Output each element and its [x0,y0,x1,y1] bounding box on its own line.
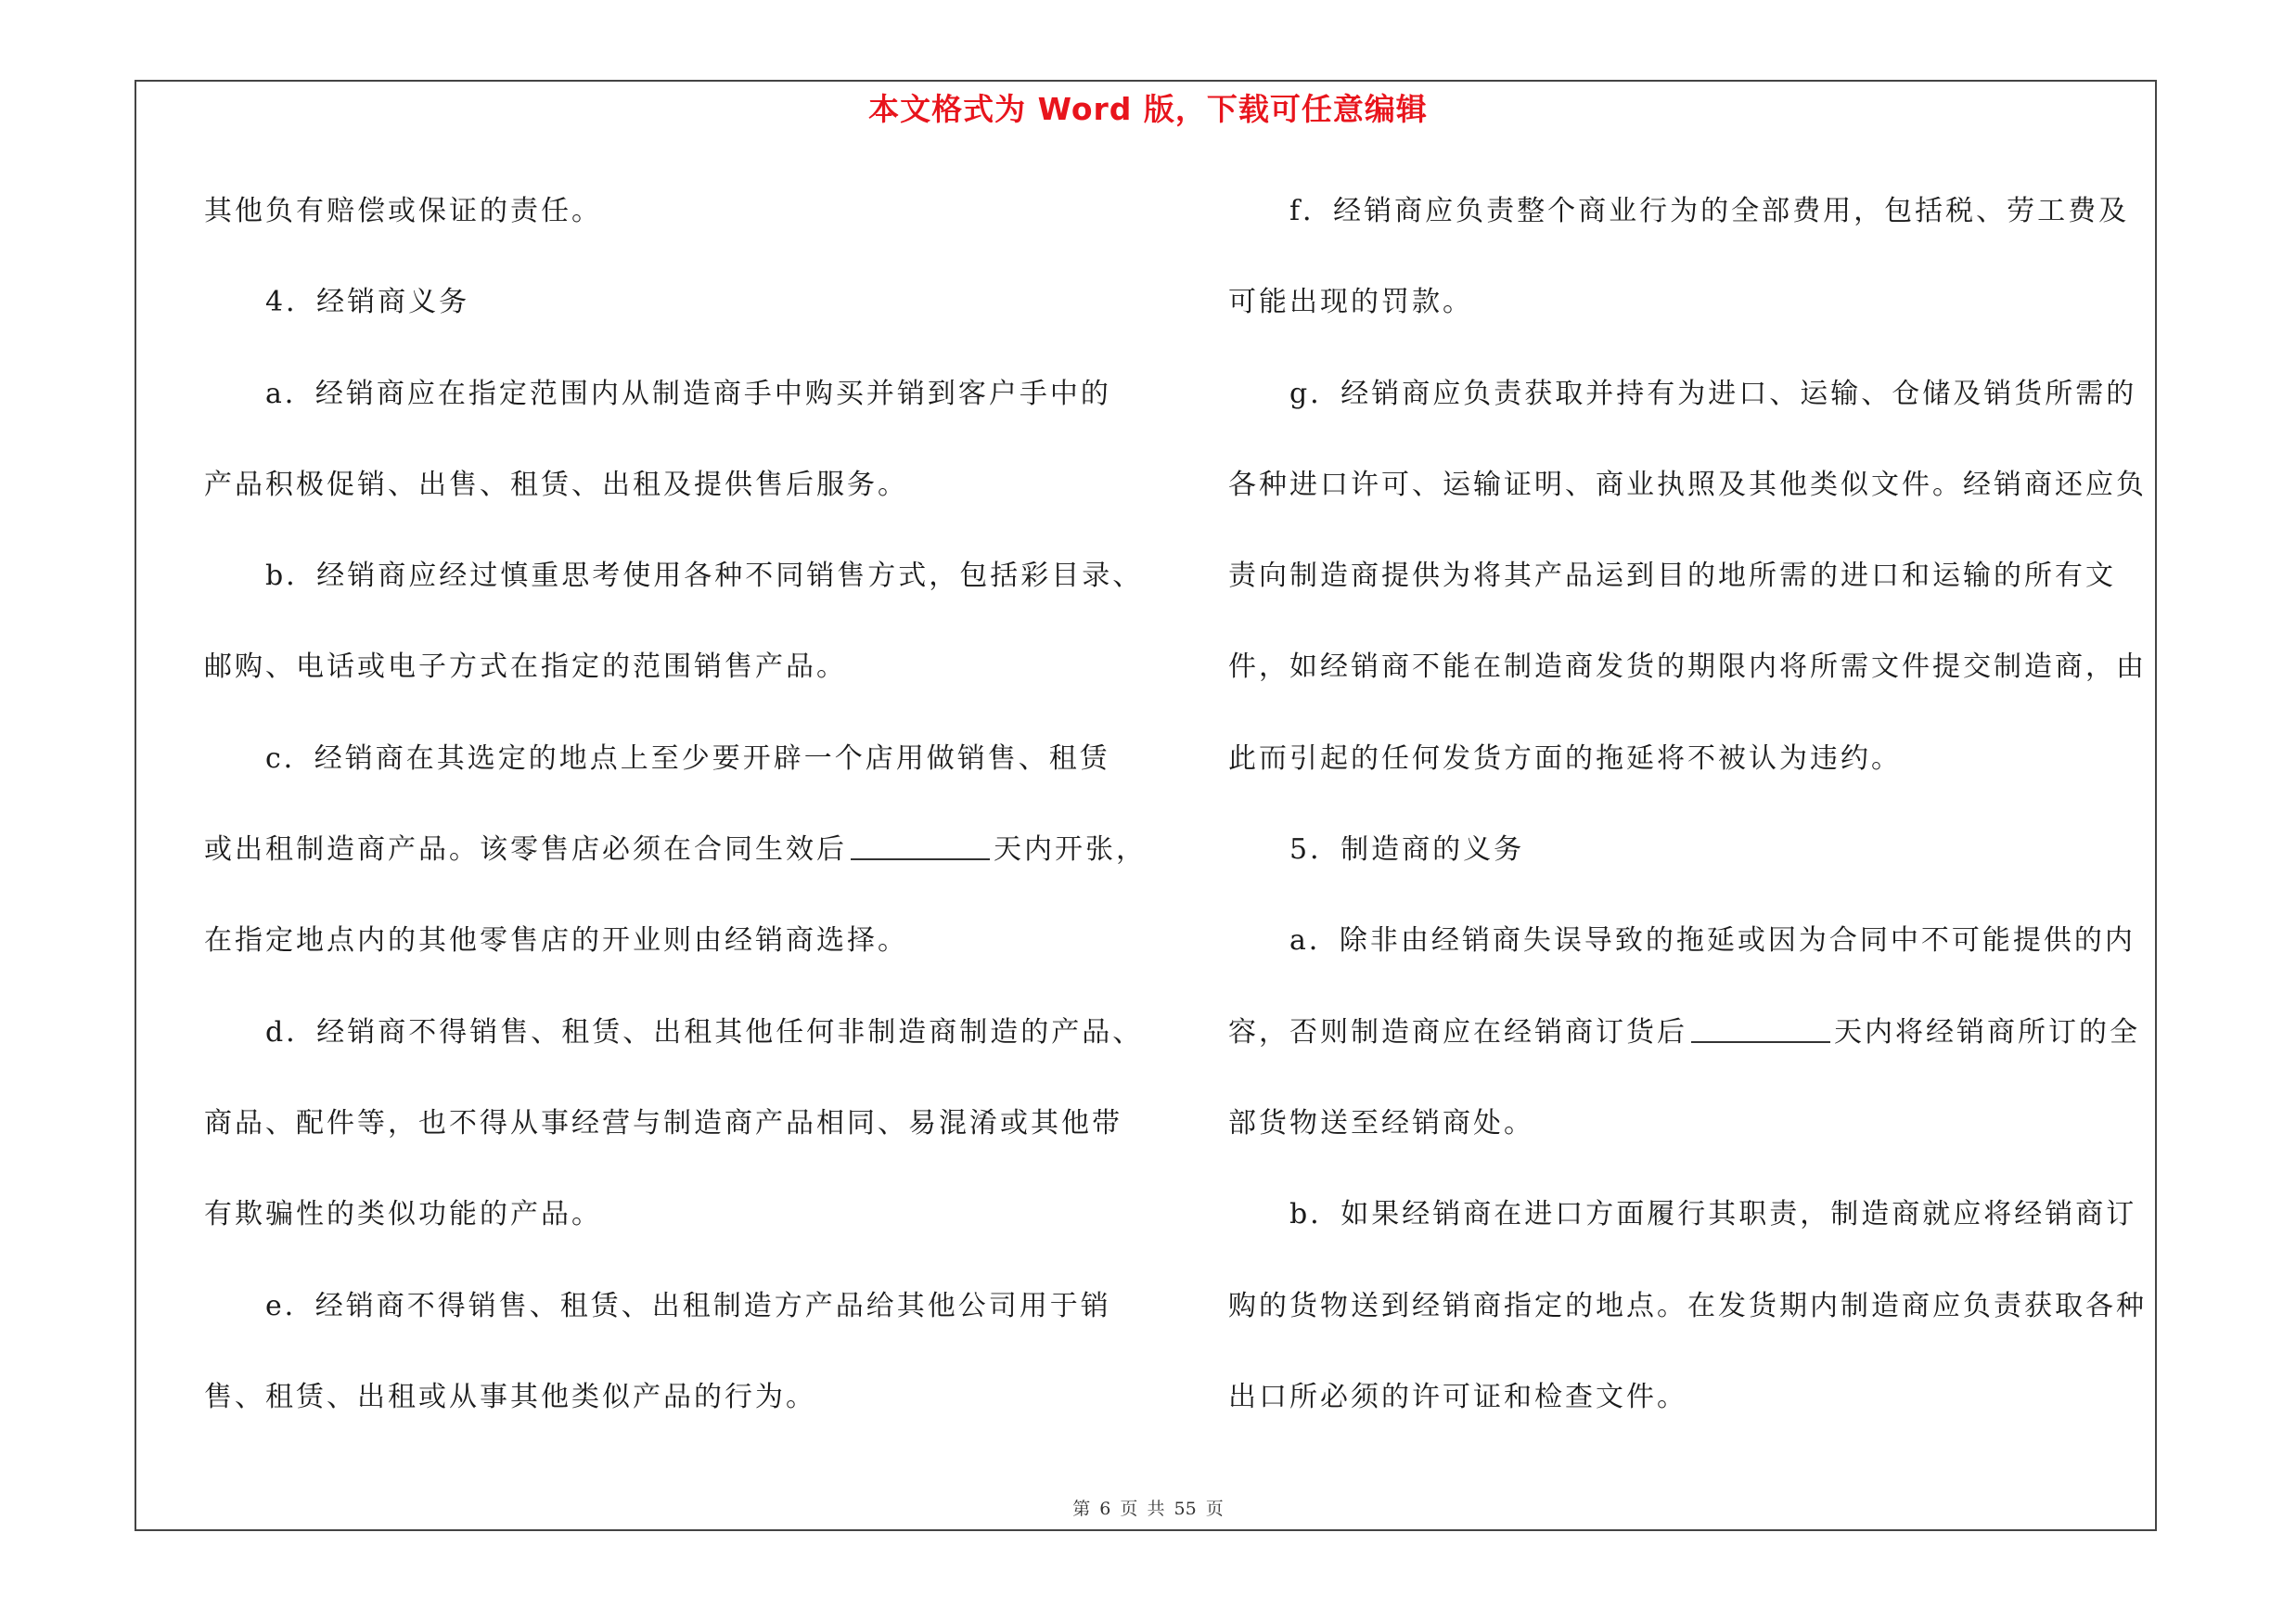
paragraph-line: 商品、配件等，也不得从事经营与制造商产品相同、易混淆或其他带 [204,1106,1122,1140]
line-text-after-blank: 天内开张， [994,833,1147,867]
paragraph-line: 售、租赁、出租或从事其他类似产品的行为。 [204,1380,816,1413]
paragraph-line: 出口所必须的许可证和检查文件。 [1228,1380,1687,1413]
document-banner: 本文格式为 Word 版，下载可任意编辑 [868,91,1428,127]
section-heading: 4．经销商义务 [265,286,470,319]
paragraph-line: 各种进口许可、运输证明、商业执照及其他类似文件。经销商还应负 [1228,468,2147,501]
paragraph-line: 在指定地点内的其他零售店的开业则由经销商选择。 [204,924,908,958]
paragraph-line: 部货物送至经销商处。 [1228,1106,1534,1140]
paragraph-line: c．经销商在其选定的地点上至少要开辟一个店用做销售、租赁 [265,741,1110,775]
paragraph-line: a．除非由经销商失误导致的拖延或因为合同中不可能提供的内 [1289,924,2136,958]
paragraph-line: 产品积极促销、出售、租赁、出租及提供售后服务。 [204,468,908,501]
paragraph-line: 有欺骗性的类似功能的产品。 [204,1198,602,1231]
paragraph-line: 邮购、电话或电子方式在指定的范围销售产品。 [204,650,847,684]
line-text-before-blank: 或出租制造商产品。该零售店必须在合同生效后 [204,833,847,867]
paragraph-line-with-blank [204,822,1147,913]
left-column [204,184,1147,1461]
paragraph-line: b．经销商应经过慎重思考使用各种不同销售方式，包括彩目录、 [265,560,1144,593]
paragraph-line: 件，如经销商不能在制造商发货的期限内将所需文件提交制造商，由 [1228,650,2147,684]
paragraph-line: d．经销商不得销售、租赁、出租其他任何非制造商制造的产品、 [265,1015,1144,1049]
paragraph-line: 可能出现的罚款。 [1228,286,1473,319]
page-number-footer: 第 6 页 共 55 页 [1072,1499,1224,1519]
paragraph-line: 其他负有赔偿或保证的责任。 [204,195,602,227]
line-text-after-blank: 天内将经销商所订的全 [1834,1015,2140,1049]
paragraph-line: b．如果经销商在进口方面履行其职责，制造商就应将经销商订 [1289,1198,2137,1231]
paragraph-line: f．经销商应负责整个商业行为的全部费用，包括税、劳工费及 [1289,195,2130,227]
paragraph-line: 购的货物送到经销商指定的地点。在发货期内制造商应负责获取各种 [1228,1289,2147,1322]
paragraph-line: g．经销商应负责获取并持有为进口、运输、仓储及销货所需的 [1289,377,2137,410]
paragraph-line: 责向制造商提供为将其产品运到目的地所需的进口和运输的所有文 [1228,560,2116,593]
right-column [1228,184,2161,1461]
paragraph-line: a．经销商应在指定范围内从制造商手中购买并销到客户手中的 [265,377,1111,410]
section-heading: 5．制造商的义务 [1289,833,1525,867]
fill-in-blank [851,831,990,860]
paragraph-line: 此而引起的任何发货方面的拖延将不被认为违约。 [1228,741,1902,775]
fill-in-blank [1691,1013,1830,1043]
paragraph-line: e．经销商不得销售、租赁、出租制造方产品给其他公司用于销 [265,1289,1111,1322]
line-text-before-blank: 容，否则制造商应在经销商订货后 [1228,1015,1687,1049]
paragraph-line-with-blank [1228,1005,2161,1096]
